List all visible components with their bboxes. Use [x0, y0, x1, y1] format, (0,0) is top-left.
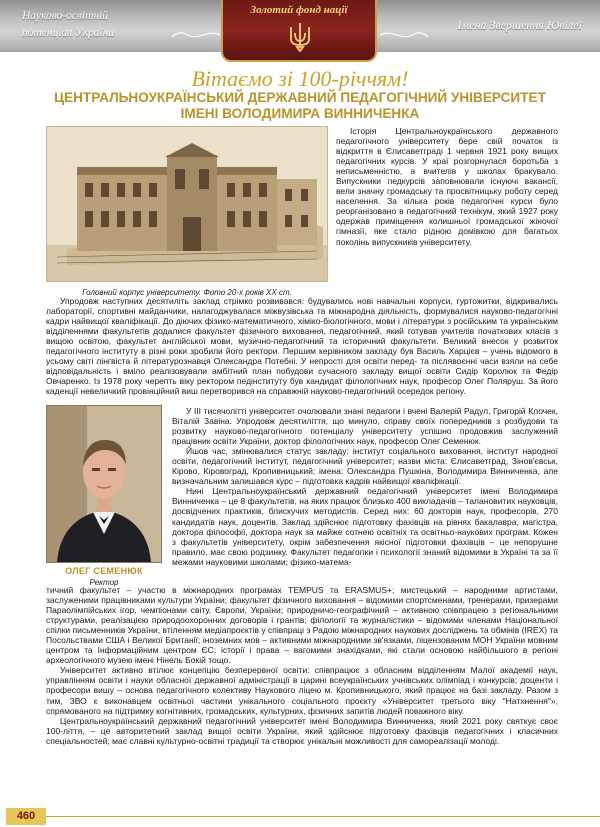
main-building-photo: [46, 126, 328, 282]
trident-icon: [287, 21, 313, 53]
paragraph-continuous-education: Університет активно втілює концепцію безперервної освіти: співпрацює з обласним відділенням Малої академії наук, управлінням освіти і науки обласної державної адміністрації в царині всеукраїнських учнівських олімпіад і конкурсів; доценти і професори вишу – основа педагогічного колективу Наукового ліцею м. Кропивницького, який працює на базі закладу. Разом з тим, ЗВО є виконавцем освітньої частини унікального соціального проєкту «Університет третього віку "Натхнення"», спрямованого на підтримку когнітивних, громадських, культурних, фізичних запитів людей поважного віку.: [46, 665, 558, 716]
paragraph-faculties-intro: Нині Центральноукраїнський державний педагогічний університет імені Володимира Винниченка – це 8 факультетів, на яких працює близько 400 викладачів – талановитих науковців, досвідчених практиків, блискучих методистів. Серед них: 60 докторів наук, професорів, 270 кандидатів наук, доцентів. Заклад здійснює підготовку фахівців на рівнях бакалавра, магістра, доктора філософії, доктора наук за майже сотнею освітніх та освітньо-наукових програм. Кожен з факультетів університету, окрім забезпечення якісної підготовки фахівців – це непорушне правило, має свою родзинку. Факультет педагогіки і психології знаний відомими в Україні та за її межами науковими школами; фізико-матема-: [172, 486, 558, 567]
paragraph-name-changes: Йшов час, змінювалися статус закладу: інститут соціального виховання, інститут народної освіти, педагогічний інститут, педагогічний університет; назви міста: Єлисаветград, Зінов'євськ, Кірово, Кіровоград, Кропивницький; імена: Олександра Пушкіна, Володимира Винниченка, але визначальним залишався курс – підготовка кадрів найвищої кваліфікації.: [172, 446, 558, 487]
footer-rule: [46, 816, 600, 817]
rector-name: ОЛЕГ СЕМЕНЮК: [65, 566, 143, 576]
building-illustration: [47, 127, 327, 281]
page-number: 460: [6, 808, 46, 825]
article-text-column-right: [336, 126, 558, 247]
header-emblem: [221, 0, 377, 62]
header-left-line2: потенціал України: [22, 27, 115, 39]
rector-portrait-illustration: [47, 406, 161, 562]
title-line-2: ІМЕНІ ВОЛОДИМИРА ВИННИЧЕНКА: [180, 105, 420, 121]
header-right-tagline: Імена Звершення Ювілеї: [457, 18, 582, 32]
paragraph-third-millennium: У ІІІ тисячолітті університет очолювали знані педагоги і вчені Валерій Радул, Григорій Клочек, Віталій Завіна. Упродовж десятиліття, що минуло, справу своїх попередників з розбудови та розвитку науково-педагогічного потенціалу університету успішно продовжив заслужений працівник освіти України, доктор філологічних наук, професор Олег Семенюк.: [172, 406, 558, 447]
paragraph-development: Упродовж наступних десятиліть заклад стрімко розвивався: будувались нові навчальні корпуси, гуртожитки, відкривались лабораторії, спортивні майданчики, налагоджувалася міжвузівська та міжнародна діяльність, формувалися науково-педагогічні кадри найвищої кваліфікації. До діючих фізико-математичного, хіміко-біологічного, мови і літератури з російським та українським відділеннями факультетів додалися факультет фізичного виховання, педагогічний, який готував учителів початкових класів з вищою освітою, факультет англійської мови, музично-педагогічний та історичний факультети. Великий внесок у розвиток педагогічного інституту в різні роки зробили його ректори. Першим керівником закладу був Василь Харцієв – учень відомого в усьому світі лінгвіста й літературознавця Олександра Потебні. У непрості для освіти перед- та післявоєнні часи взяли на себе відповідальність і вміло реалізовували амбітний план побудови сучасного закладу вищої освіти Сидір Королюк та Федір Овчаренко. Із 1978 року черепть віку ректором педінституту був кандидат філологічних наук, професор Олег Поляруш. За його каденції невеличкий провінційний виш перетворився на справжній науково-педагогічний осередок регіону.: [46, 296, 558, 397]
header-left-line1: Науково-освітній: [22, 10, 109, 22]
article-text-beside-rector: [172, 406, 558, 567]
article-title: [30, 90, 570, 121]
rector-portrait-photo: [46, 405, 162, 563]
title-line-1: ЦЕНТРАЛЬНОУКРАЇНСЬКИЙ ДЕРЖАВНИЙ ПЕДАГОГІЧНИЙ УНІВЕРСИТЕТ: [54, 90, 546, 105]
article-text-full-width-1: [46, 296, 558, 396]
left-flourish-ornament: [170, 28, 220, 42]
paragraph-anniversary-conclusion: Центральноукраїнський державний педагогічний університет імені Володимира Винниченка, який 2021 року святкує своє 100-ліття, – це авторитетний заклад вищої освіти України, який здійснює підготовку фахівців педагогічних і класичних спеціальностей; має славні культурно-освітні традиції та створює унікальні можливості для самореалізації молоді.: [46, 715, 558, 746]
header-section-title: [22, 8, 182, 42]
paragraph-history-origin: Історія Центральноукраїнського державного педагогічного університету бере свій початок із відкриття в Єлисаветграді 1 червня 1921 року вищих педагогічних курсів. У краї розгорнулася боротьба з неписьменністю, а вчителів у школах бракувало. Випускники педкурсів заповнювали існуючі вакансії, вели значну громадську та просвітницьку роботу серед населення. За кілька років педагогічні курси було реорганізовано в педагогічний технікум, який 1927 року одержав приміщення колишньої громадської жіночої гімназії, яке стало рідною домівкою для багатьох поколінь випускників університету.: [336, 126, 558, 247]
paragraph-faculties-continued: тичний факультет – участю в міжнародних програмах TEMPUS та ERASMUS+; мистецький – народними артистами, заслуженими працівниками культури України; факультет фізичного виховання – відомими спортсменами, тренерами, призерами Параолімпійських ігор, чемпіонами світу, Європи, України; природничо-географічний – активною співпрацею з регіональними структурами, реалізацією природоохоронних договорів і грантів; філології та журналістики – відомими членами Національної спілки письменників України, втіленням медіапроєктів у співпраці з Радою міжнародних наукових досліджень та обмінів (IREX) та Посольствами США і Великої Британії; іноземних мов – активними міжнародними зв'язками, ліцензованим МОН України мовним центром та Інформаційним центром ЄС; історії і права – вагомими знахідками, які стали основою найбільшого в регіоні археологічного музею імені Нінель Бокій тощо.: [46, 585, 558, 666]
rector-role: Ректор: [89, 578, 119, 587]
anniversary-subtitle: Вітаємо зі 100-річчям!: [191, 66, 409, 91]
emblem-title: Золотий фонд нації: [250, 4, 348, 16]
right-flourish-ornament: [380, 28, 430, 42]
article-text-full-width-2: [46, 585, 558, 746]
building-photo-caption: Головний корпус університету. Фото 20-х років ХХ ст.: [82, 288, 292, 297]
